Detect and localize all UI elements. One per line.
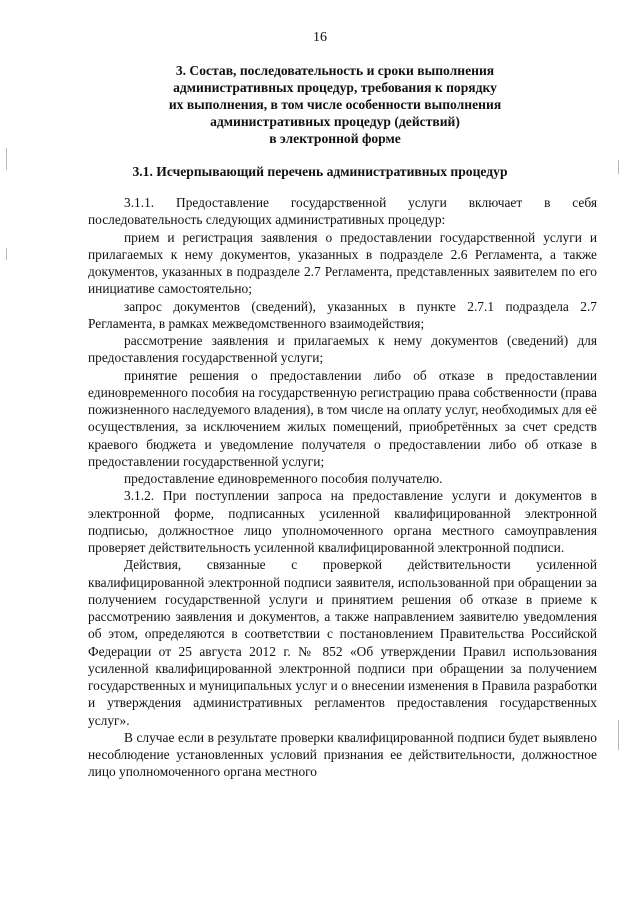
list-item-payment: предоставление единовременного пособия получателю.	[124, 471, 443, 486]
section-heading-line: в электронной форме	[269, 131, 401, 146]
section-heading-line: 3. Состав, последовательность и сроки выполнения	[175, 63, 495, 78]
section-heading	[130, 62, 540, 147]
scan-margin-mark	[6, 248, 7, 260]
list-item-reception: прием и регистрация заявления о предоставлении государственной услуги и прилагаемых к нему документов, указанных в подразделе 2.6 Регламента, а также документов, указанных в подразделе 2.7 Регламента, представленных заявителем по его инициативе самостоятельно;	[88, 229, 597, 297]
paragraph-verification: В случае если в результате проверки квалифицированной подписи будет выявлено несоблюдение установленных условий признания ее действительности, должностное лицо уполномоченного органа местного	[88, 729, 597, 780]
list-item-decision: принятие решения о предоставлении либо об отказе в предоставлении единовременного пособия на государственную регистрацию права собственности (права пожизненного наследуемого владения), в том числе на оплату услуг, необходимых для её осуществления, за исключением жилых помещений, приобретённых за счет средств краевого бюджета и уведомление получателя о предоставлении либо об отказе в предоставлении государственной услуги;	[88, 367, 597, 469]
scan-margin-mark	[618, 160, 619, 174]
page-number: 16	[313, 30, 327, 45]
paragraph-actions: Действия, связанные с проверкой действительности усиленной квалифицированной электронной подписи заявителя, использованной при обращении за получением государственной услуги и принятием решения об отказе в приеме к рассмотрению заявления и документов, а также направлением заявителю уведомления об этом, определяются в соответствии с постановлением Правительства Российской Федерации от 25 августа 2012 г. № 852 «Об утверждении Правил использования усиленной квалифицированной электронной подписи при обращении за получением государственных и муниципальных услуг и о внесении изменения в Правила разработки и утверждения административных регламентов предоставления государственных услуг».	[88, 557, 597, 728]
body-text	[88, 194, 597, 781]
subsection-heading: 3.1. Исчерпывающий перечень административных процедур	[132, 164, 508, 179]
section-heading-line: административных процедур (действий)	[210, 114, 460, 129]
scan-margin-mark	[6, 148, 7, 170]
paragraph-3-1-1: 3.1.1. Предоставление государственной услуги включает в себя последовательность следующих административных процедур:	[88, 195, 597, 228]
section-heading-line: их выполнения, в том числе особенности выполнения	[168, 97, 502, 112]
list-item-review: рассмотрение заявления и прилагаемых к нему документов (сведений) для предоставления государственной услуги;	[88, 333, 597, 366]
list-item-request: запрос документов (сведений), указанных в пункте 2.7.1 подраздела 2.7 Регламента, в рамках межведомственного взаимодействия;	[88, 298, 597, 331]
section-heading-line: административных процедур, требования к порядку	[173, 80, 497, 95]
paragraph-3-1-2: 3.1.2. При поступлении запроса на предоставление услуги и документов в электронной форме, подписанных усиленной квалифицированной электронной подписью, должностное лицо уполномоченного органа местного самоуправления проверяет действительность усиленной квалифицированной электронной подписи.	[88, 488, 597, 555]
scan-margin-mark	[618, 720, 619, 750]
